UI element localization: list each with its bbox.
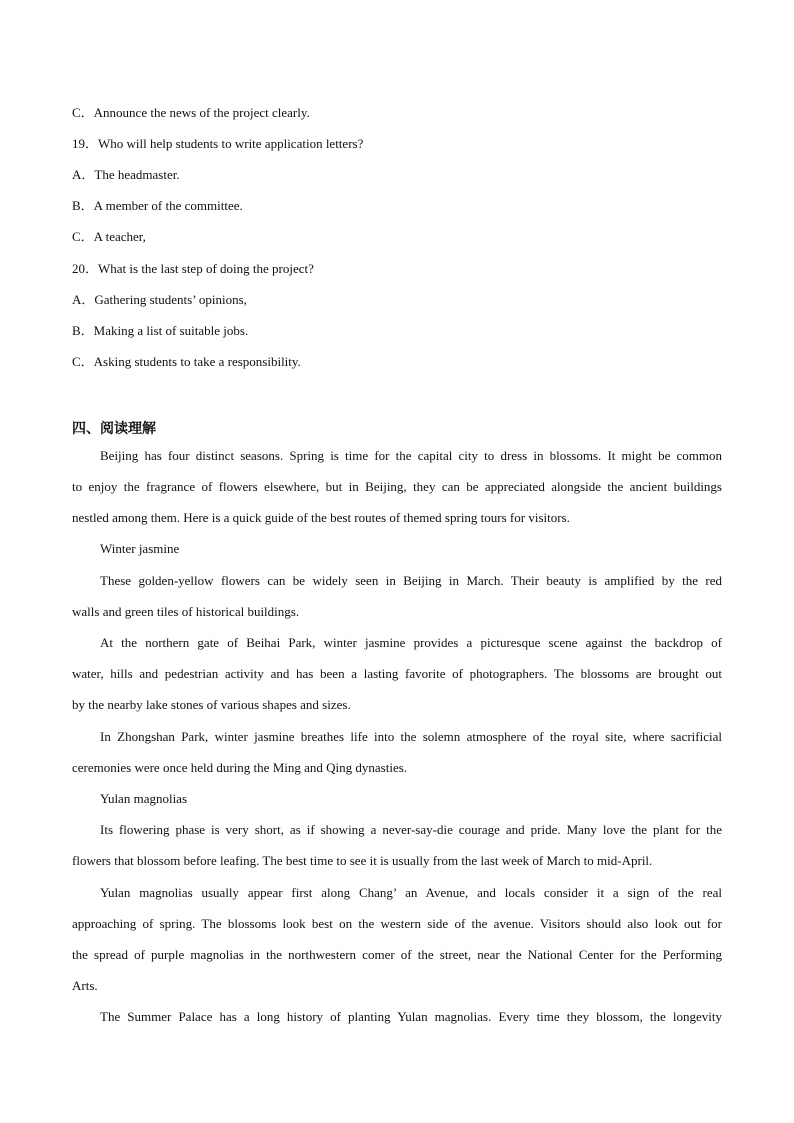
passage-line: approaching of spring. The blossoms look best on the western side of the avenue. Visitors should also look out for xyxy=(72,916,722,931)
passage-line: the spread of purple magnolias in the northwestern comer of the street, near the National Center for the Performing xyxy=(72,947,722,962)
passage-line: flowers that blossom before leafing. The best time to see it is usually from the last week of March to mid-April. xyxy=(72,853,653,868)
section-heading: 四、阅读理解 xyxy=(72,421,156,437)
passage-line: Beijing has four distinct seasons. Spring is time for the capital city to dress in blossoms. It might be common xyxy=(100,448,722,463)
passage-line: nestled among them. Here is a quick guide of the best routes of themed spring tours for visitors. xyxy=(72,510,570,525)
option-b-q19: B．A member of the committee. xyxy=(72,198,243,213)
question-20: 20．What is the last step of doing the project? xyxy=(72,261,314,276)
passage-line: These golden-yellow flowers can be widely seen in Beijing in March. Their beauty is amplified by the red xyxy=(100,573,722,588)
passage-line: In Zhongshan Park, winter jasmine breathes life into the solemn atmosphere of the royal site, where sacrificial xyxy=(100,729,722,744)
subheading-winter-jasmine: Winter jasmine xyxy=(100,541,180,556)
option-c-q19: C．A teacher, xyxy=(72,229,146,244)
passage-line: walls and green tiles of historical buildings. xyxy=(72,604,300,619)
option-c-q18: C．Announce the news of the project clearly. xyxy=(72,105,310,120)
passage-line: Arts. xyxy=(72,978,98,993)
option-b-q20: B．Making a list of suitable jobs. xyxy=(72,323,249,338)
passage-line: At the northern gate of Beihai Park, winter jasmine provides a picturesque scene against the backdrop of xyxy=(100,635,722,650)
passage-line: The Summer Palace has a long history of planting Yulan magnolias. Every time they blossom, the longevity xyxy=(100,1009,722,1024)
passage-line: by the nearby lake stones of various shapes and sizes. xyxy=(72,697,351,712)
passage-line: to enjoy the fragrance of flowers elsewhere, but in Beijing, they can be appreciated alongside the ancient buildings xyxy=(72,479,722,494)
passage-line: Its flowering phase is very short, as if showing a never-say-die courage and pride. Many love the plant for the xyxy=(100,822,722,837)
passage-line: water, hills and pedestrian activity and has been a lasting favorite of photographers. The blossoms are brought out xyxy=(72,666,722,681)
question-19: 19．Who will help students to write application letters? xyxy=(72,136,364,151)
option-a-q19: A．The headmaster. xyxy=(72,167,180,182)
passage-line: ceremonies were once held during the Ming and Qing dynasties. xyxy=(72,760,408,775)
subheading-yulan-magnolias: Yulan magnolias xyxy=(100,791,188,806)
passage-line: Yulan magnolias usually appear first along Chang’ an Avenue, and locals consider it a sign of the real xyxy=(100,885,722,900)
option-c-q20: C．Asking students to take a responsibility. xyxy=(72,354,301,369)
option-a-q20: A．Gathering students’ opinions, xyxy=(72,292,247,307)
